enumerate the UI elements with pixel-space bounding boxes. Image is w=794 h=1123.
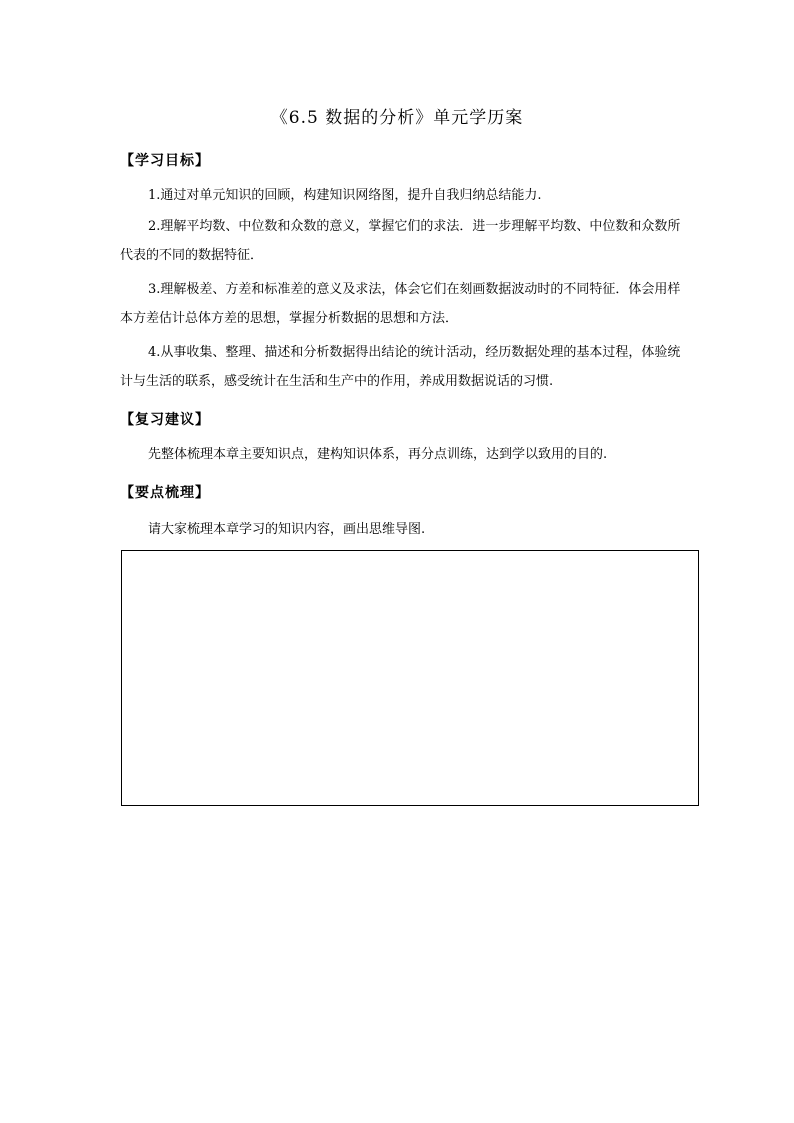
keypoints-heading: 【要点梳理】 bbox=[120, 485, 210, 501]
goal-item-2: 2.理解平均数、中位数和众数的意义，掌握它们的求法．进一步理解平均数、中位数和众数所代表的不同的数据特征． bbox=[120, 219, 681, 263]
document-title: 《6.5 数据的分析》单元学历案 bbox=[270, 108, 524, 128]
goal-item-1: 1.通过对单元知识的回顾，构建知识网络图，提升自我归纳总结能力. bbox=[148, 188, 542, 203]
mind-map-drawing-area[interactable] bbox=[121, 550, 699, 806]
goal-item-4: 4.从事收集、整理、描述和分析数据得出结论的统计活动，经历数据处理的基本过程，体验统计与生活的联系，感受统计在生活和生产中的作用，养成用数据说话的习惯. bbox=[120, 345, 681, 389]
keypoints-text: 请大家梳理本章学习的知识内容，画出思维导图. bbox=[148, 522, 426, 537]
goal-item-3: 3.理解极差、方差和标准差的意义及求法，体会它们在刻画数据波动时的不同特征．体会用样本方差估计总体方差的思想，掌握分析数据的思想和方法． bbox=[120, 282, 681, 326]
advice-text: 先整体梳理本章主要知识点，建构知识体系，再分点训练，达到学以致用的目的. bbox=[148, 447, 608, 462]
advice-heading: 【复习建议】 bbox=[120, 412, 210, 428]
goals-heading: 【学习目标】 bbox=[120, 153, 210, 169]
